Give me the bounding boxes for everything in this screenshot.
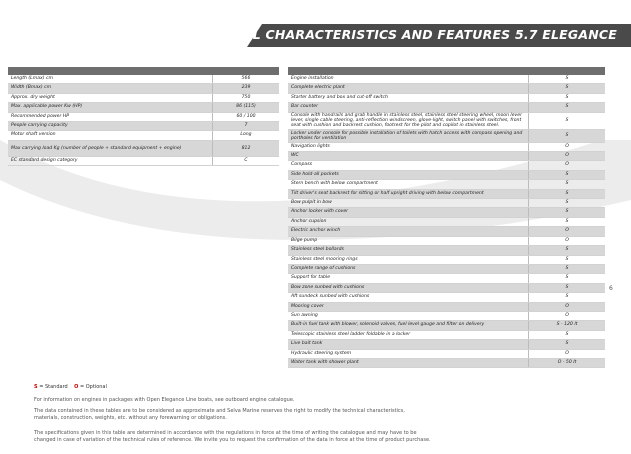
table-row xyxy=(8,84,279,93)
row-value: Long xyxy=(213,131,280,140)
table-row xyxy=(288,199,605,208)
row-label: Live bait tank xyxy=(288,340,529,349)
table-row xyxy=(288,103,605,112)
table-row xyxy=(288,302,605,311)
table-row xyxy=(288,264,605,273)
page-number: 6 xyxy=(609,285,613,292)
table-row xyxy=(288,358,605,367)
row-label: Side hold-all pockets xyxy=(288,170,529,179)
row-value: S xyxy=(529,103,606,112)
row-label: Stainless steel bollards xyxy=(288,246,529,255)
legend-o-text: = Optional xyxy=(79,384,107,390)
table-row xyxy=(288,208,605,217)
row-label: Tilt driver's seat backrest for sitting or half upright driving with below compartment xyxy=(288,189,529,198)
table-row xyxy=(288,349,605,358)
table-row xyxy=(8,140,279,156)
legend-o-key: O xyxy=(74,384,79,390)
legend-s-key: S xyxy=(34,384,38,390)
row-value: O xyxy=(529,142,606,151)
table-row xyxy=(288,75,605,84)
row-label: Compass xyxy=(288,161,529,170)
row-value: S xyxy=(529,170,606,179)
table-row xyxy=(288,93,605,102)
row-label: Electric anchor winch xyxy=(288,227,529,236)
row-label: Anchor locker with cover xyxy=(288,208,529,217)
row-label: Mooring cover xyxy=(288,302,529,311)
row-value: S xyxy=(529,274,606,283)
row-value: S xyxy=(529,129,606,142)
note-regulations-1: The specifications given in this table are determined in accordance with the regulations in force at the time of writing the catalogue and may have to be xyxy=(34,430,417,436)
table-row xyxy=(288,321,605,330)
table-row xyxy=(288,246,605,255)
row-label: Motor shaft version xyxy=(8,131,213,140)
table-row xyxy=(288,311,605,320)
row-label: Stainless steel mooring rings xyxy=(288,255,529,264)
row-value: S xyxy=(529,208,606,217)
table-row xyxy=(288,227,605,236)
row-label: Max carrying load Kg (number of people + standard equipment + engine) xyxy=(8,140,213,156)
note-engines: For information on engines in packages with Open Elegance Line boats, see outboard engine catalogue. xyxy=(34,397,295,403)
table-row xyxy=(8,122,279,131)
table-row xyxy=(8,93,279,102)
table-row xyxy=(8,75,279,84)
row-value: S xyxy=(529,75,606,84)
legend xyxy=(34,384,107,390)
table-row xyxy=(288,129,605,142)
row-value: S xyxy=(529,112,606,129)
row-value: S xyxy=(529,246,606,255)
left-table-header-bar xyxy=(8,67,279,75)
row-label: Sun awning xyxy=(288,311,529,320)
row-value: O xyxy=(529,161,606,170)
row-label: Built-in fuel tank with blower, solenoid valves, fuel level gauge and filter on delivery xyxy=(288,321,529,330)
row-label: Navigation lights xyxy=(288,142,529,151)
row-value: S xyxy=(529,340,606,349)
table-row xyxy=(288,170,605,179)
table-row xyxy=(288,112,605,129)
table-row xyxy=(8,156,279,165)
row-value: O xyxy=(529,302,606,311)
note-approximate-1: The data contained in these tables are to be considered as approximate and Selva Marine reserves the right to modify the technical characteristics, xyxy=(34,408,405,414)
row-value: S - 120 lt xyxy=(529,321,606,330)
row-label: Water tank with shower plant xyxy=(288,358,529,367)
table-row xyxy=(288,217,605,226)
row-value: S xyxy=(529,255,606,264)
row-value: S xyxy=(529,189,606,198)
row-value: S xyxy=(529,283,606,292)
table-row xyxy=(288,293,605,302)
table-row xyxy=(8,112,279,121)
table-row xyxy=(288,330,605,339)
row-value: O xyxy=(529,349,606,358)
row-label: Bow pulpit in bow xyxy=(288,199,529,208)
row-value: C xyxy=(213,156,280,165)
row-value: 239 xyxy=(213,84,280,93)
row-label: Hydraulic steering system xyxy=(288,349,529,358)
table-row xyxy=(288,340,605,349)
row-value: O xyxy=(529,236,606,245)
row-value: O xyxy=(529,311,606,320)
row-value: O xyxy=(529,152,606,161)
table-row xyxy=(288,236,605,245)
note-regulations-2: changed in case of variation of the technical rules of reference. We invite you to request the confirmation of the data in force at the time of product purchase. xyxy=(34,437,431,443)
row-value: O - 50 lt xyxy=(529,358,606,367)
row-label: Starter battery and box and cut-off switch xyxy=(288,93,529,102)
table-row xyxy=(288,161,605,170)
row-label: WC xyxy=(288,152,529,161)
note-approximate-2: materials, construction, weights, etc. without any forewarning or obligations. xyxy=(34,415,227,421)
row-value: 60 / 100 xyxy=(213,112,280,121)
row-label: Engine installation xyxy=(288,75,529,84)
row-value: S xyxy=(529,84,606,93)
row-value: S xyxy=(529,264,606,273)
table-row xyxy=(288,180,605,189)
legend-s-text: = Standard xyxy=(39,384,68,390)
table-row xyxy=(288,274,605,283)
title-banner xyxy=(0,24,631,47)
row-label: Max. applicable power Kw (HP) xyxy=(8,103,213,112)
row-value: 812 xyxy=(213,140,280,156)
page-title: TECHNICAL CHARACTERISTICS AND FEATURES 5.7 ELEGANCE xyxy=(180,27,617,42)
row-value: S xyxy=(529,330,606,339)
row-label: Console with handrails and grab handle in stainless steel, stainless steel steering wheel, moon lever lever, single cable steering, anti-reflection windscreen, glove-light, switch panel with switches, front seat with cushion and backrest cushion, footrest for the pilot and copilot in stainless steel. xyxy=(288,112,529,129)
row-label: Recommended power HP xyxy=(8,112,213,121)
row-label: EC standard design category xyxy=(8,156,213,165)
table-row xyxy=(288,84,605,93)
row-label: Aft sundeck sunbed with cushions xyxy=(288,293,529,302)
table-row xyxy=(288,142,605,151)
row-label: Stern bench with below compartment xyxy=(288,180,529,189)
row-label: Complete electric plant xyxy=(288,84,529,93)
table-row xyxy=(288,283,605,292)
row-label: Anchor cupsion xyxy=(288,217,529,226)
row-value: S xyxy=(529,180,606,189)
row-label: Length (Lmax) cm xyxy=(8,75,213,84)
right-table-header-bar xyxy=(288,67,605,75)
row-value: 566 xyxy=(213,75,280,84)
row-value: 7 xyxy=(213,122,280,131)
row-value: S xyxy=(529,293,606,302)
table-row xyxy=(288,189,605,198)
row-value: S xyxy=(529,199,606,208)
table-row xyxy=(288,255,605,264)
row-label: People carrying capacity xyxy=(8,122,213,131)
row-label: Locker under console for possible installation of toilets with hatch access with compass opening and portholes for ventilation xyxy=(288,129,529,142)
row-value: 750 xyxy=(213,93,280,102)
features-table xyxy=(288,75,605,368)
row-value: 86 (115) xyxy=(213,103,280,112)
row-label: Bilge pump xyxy=(288,236,529,245)
table-row xyxy=(8,103,279,112)
row-label: Approx. dry weight xyxy=(8,93,213,102)
row-value: O xyxy=(529,227,606,236)
row-label: Width (Bmax) cm xyxy=(8,84,213,93)
table-row xyxy=(8,131,279,140)
row-label: Telescopic stainless steel ladder foldable in a locker xyxy=(288,330,529,339)
row-value: S xyxy=(529,217,606,226)
row-label: Support for table xyxy=(288,274,529,283)
specs-table xyxy=(8,75,279,166)
table-row xyxy=(288,152,605,161)
row-value: S xyxy=(529,93,606,102)
row-label: Complete range of cushions xyxy=(288,264,529,273)
row-label: Bow zone sunbed with cushions xyxy=(288,283,529,292)
row-label: Bar counter xyxy=(288,103,529,112)
